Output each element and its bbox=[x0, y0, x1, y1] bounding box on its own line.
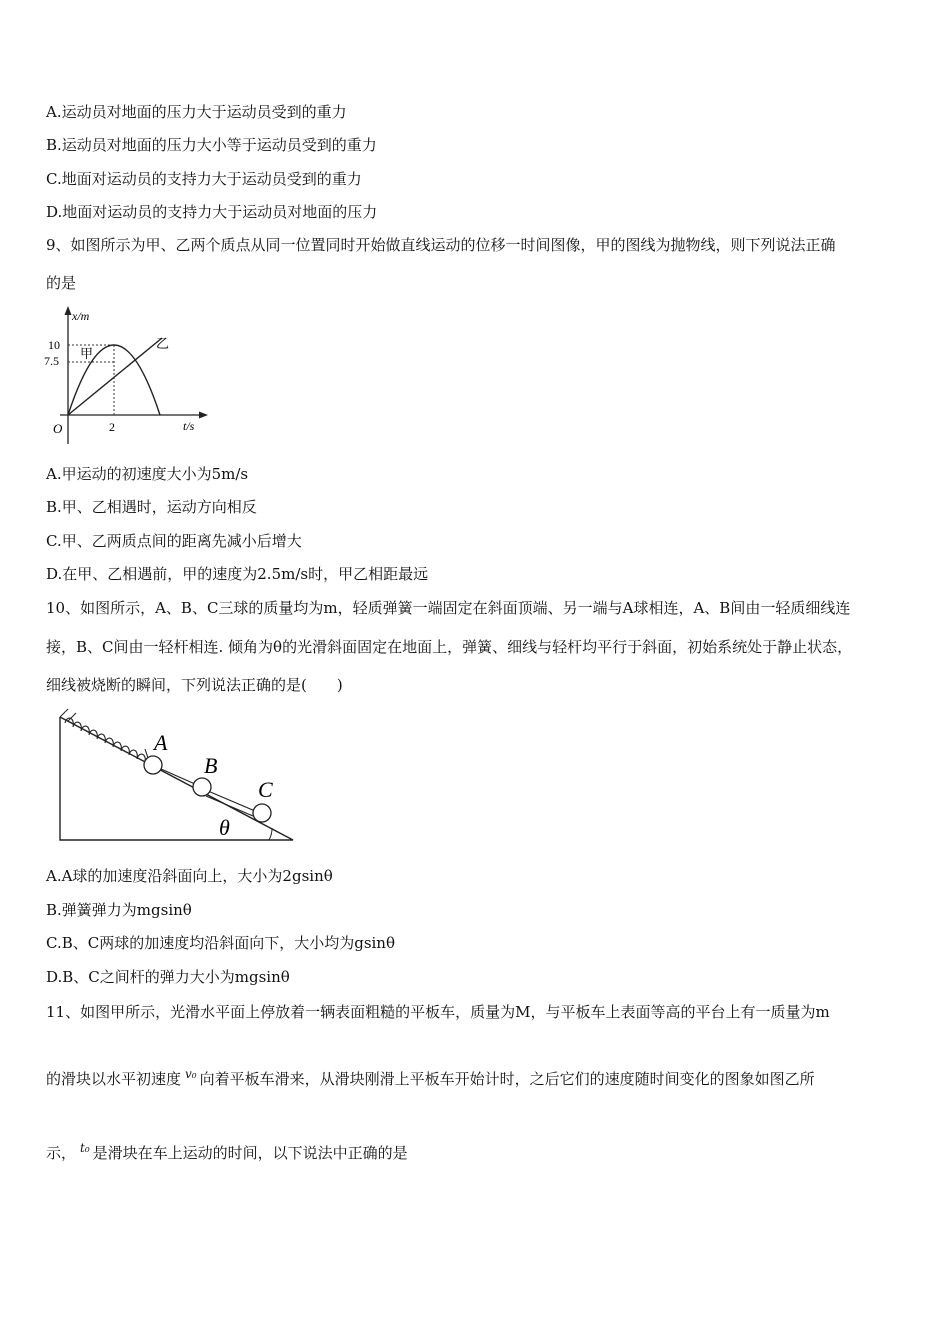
q10-ball-b bbox=[193, 778, 211, 796]
q10-option-a: A.A球的加速度沿斜面向上，大小为2gsinθ bbox=[46, 867, 333, 885]
q11-stem-line2 bbox=[46, 1064, 815, 1089]
q10-wall-hatch bbox=[60, 709, 68, 717]
q11-line2-part2: 向着平板车滑来，从滑块刚滑上平板车开始计时，之后它们的速度随时间变化的图象如图乙所 bbox=[199, 1070, 815, 1088]
q10-label-c: C bbox=[258, 777, 273, 802]
q11-stem-line1: 11、如图甲所示，光滑水平面上停放着一辆表面粗糙的平板车，质量为M，与平板车上表面等高的平台上有一质量为m bbox=[46, 1003, 830, 1021]
q11-symbol-t0: t₀ bbox=[80, 1141, 90, 1155]
q9-y-tick-7-5: 7.5 bbox=[44, 354, 59, 368]
q8-option-d: D.地面对运动员的支持力大于运动员对地面的压力 bbox=[46, 203, 378, 221]
q8-option-c: C.地面对运动员的支持力大于运动员受到的重力 bbox=[46, 170, 362, 188]
q9-y-axis-arrow bbox=[65, 306, 72, 315]
q9-x-axis-arrow bbox=[199, 412, 208, 419]
q10-angle-arc bbox=[269, 828, 272, 840]
q11-line2-part1: 的滑块以水平初速度 bbox=[46, 1070, 182, 1088]
q10-rod-bc-bottom bbox=[206, 796, 253, 816]
q9-y-axis-label: x/m bbox=[72, 309, 90, 323]
q10-stem-line3: 细线被烧断的瞬间，下列说法正确的是( ) bbox=[46, 676, 343, 694]
q9-option-c: C.甲、乙两质点间的距离先减小后增大 bbox=[46, 532, 302, 550]
q9-label-yi: 乙 bbox=[156, 336, 170, 351]
q8-option-b: B.运动员对地面的压力大小等于运动员受到的重力 bbox=[46, 136, 377, 154]
q9-option-a: A.甲运动的初速度大小为5m/s bbox=[46, 465, 249, 483]
q10-thread-ab bbox=[161, 769, 195, 784]
q9-y-tick-10: 10 bbox=[48, 338, 60, 352]
q10-ball-c bbox=[253, 804, 271, 822]
q9-option-d: D.在甲、乙相遇前，甲的速度为2.5m/s时，甲乙相距最远 bbox=[46, 565, 429, 583]
q10-label-b: B bbox=[204, 753, 218, 778]
q10-stem-line2: 接，B、C间由一轻杆相连. 倾角为θ的光滑斜面固定在地面上，弹簧、细线与轻杆均平行于斜面，初始系统处于静止状态， bbox=[46, 638, 853, 656]
q9-x-tick-2: 2 bbox=[109, 420, 115, 434]
q9-xt-graph bbox=[44, 300, 219, 455]
q10-option-c: C.B、C两球的加速度均沿斜面向下，大小均为gsinθ bbox=[46, 934, 396, 952]
q9-option-b: B.甲、乙相遇时，运动方向相反 bbox=[46, 498, 257, 516]
q10-label-theta: θ bbox=[219, 815, 230, 840]
q10-ball-a bbox=[144, 756, 162, 774]
q10-incline-figure bbox=[55, 705, 300, 845]
q11-stem-line3 bbox=[46, 1138, 408, 1163]
q9-label-jia: 甲 bbox=[80, 346, 94, 361]
q11-line3-part1: 示， bbox=[46, 1144, 77, 1162]
q9-stem-line2: 的是 bbox=[46, 274, 77, 292]
q10-option-d: D.B、C之间杆的弹力大小为mgsinθ bbox=[46, 968, 290, 986]
q10-stem-line1: 10、如图所示，A、B、C三球的质量均为m，轻质弹簧一端固定在斜面顶端、另一端与A球相连，A、B间由一轻质细线连 bbox=[46, 599, 851, 617]
q9-x-axis-label: t/s bbox=[183, 419, 195, 433]
q10-label-a: A bbox=[154, 730, 168, 755]
q9-stem-line1: 9、如图所示为甲、乙两个质点从同一位置同时开始做直线运动的位移一时间图像，甲的图线为抛物线，则下列说法正确 bbox=[46, 236, 836, 254]
q11-line3-part2: 是滑块在车上运动的时间，以下说法中正确的是 bbox=[92, 1144, 408, 1162]
q10-option-b: B.弹簧弹力为mgsinθ bbox=[46, 901, 192, 919]
q11-symbol-v0: v₀ bbox=[185, 1067, 197, 1081]
q8-option-a: A.运动员对地面的压力大于运动员受到的重力 bbox=[46, 103, 347, 121]
q9-origin-label: O bbox=[53, 421, 63, 436]
